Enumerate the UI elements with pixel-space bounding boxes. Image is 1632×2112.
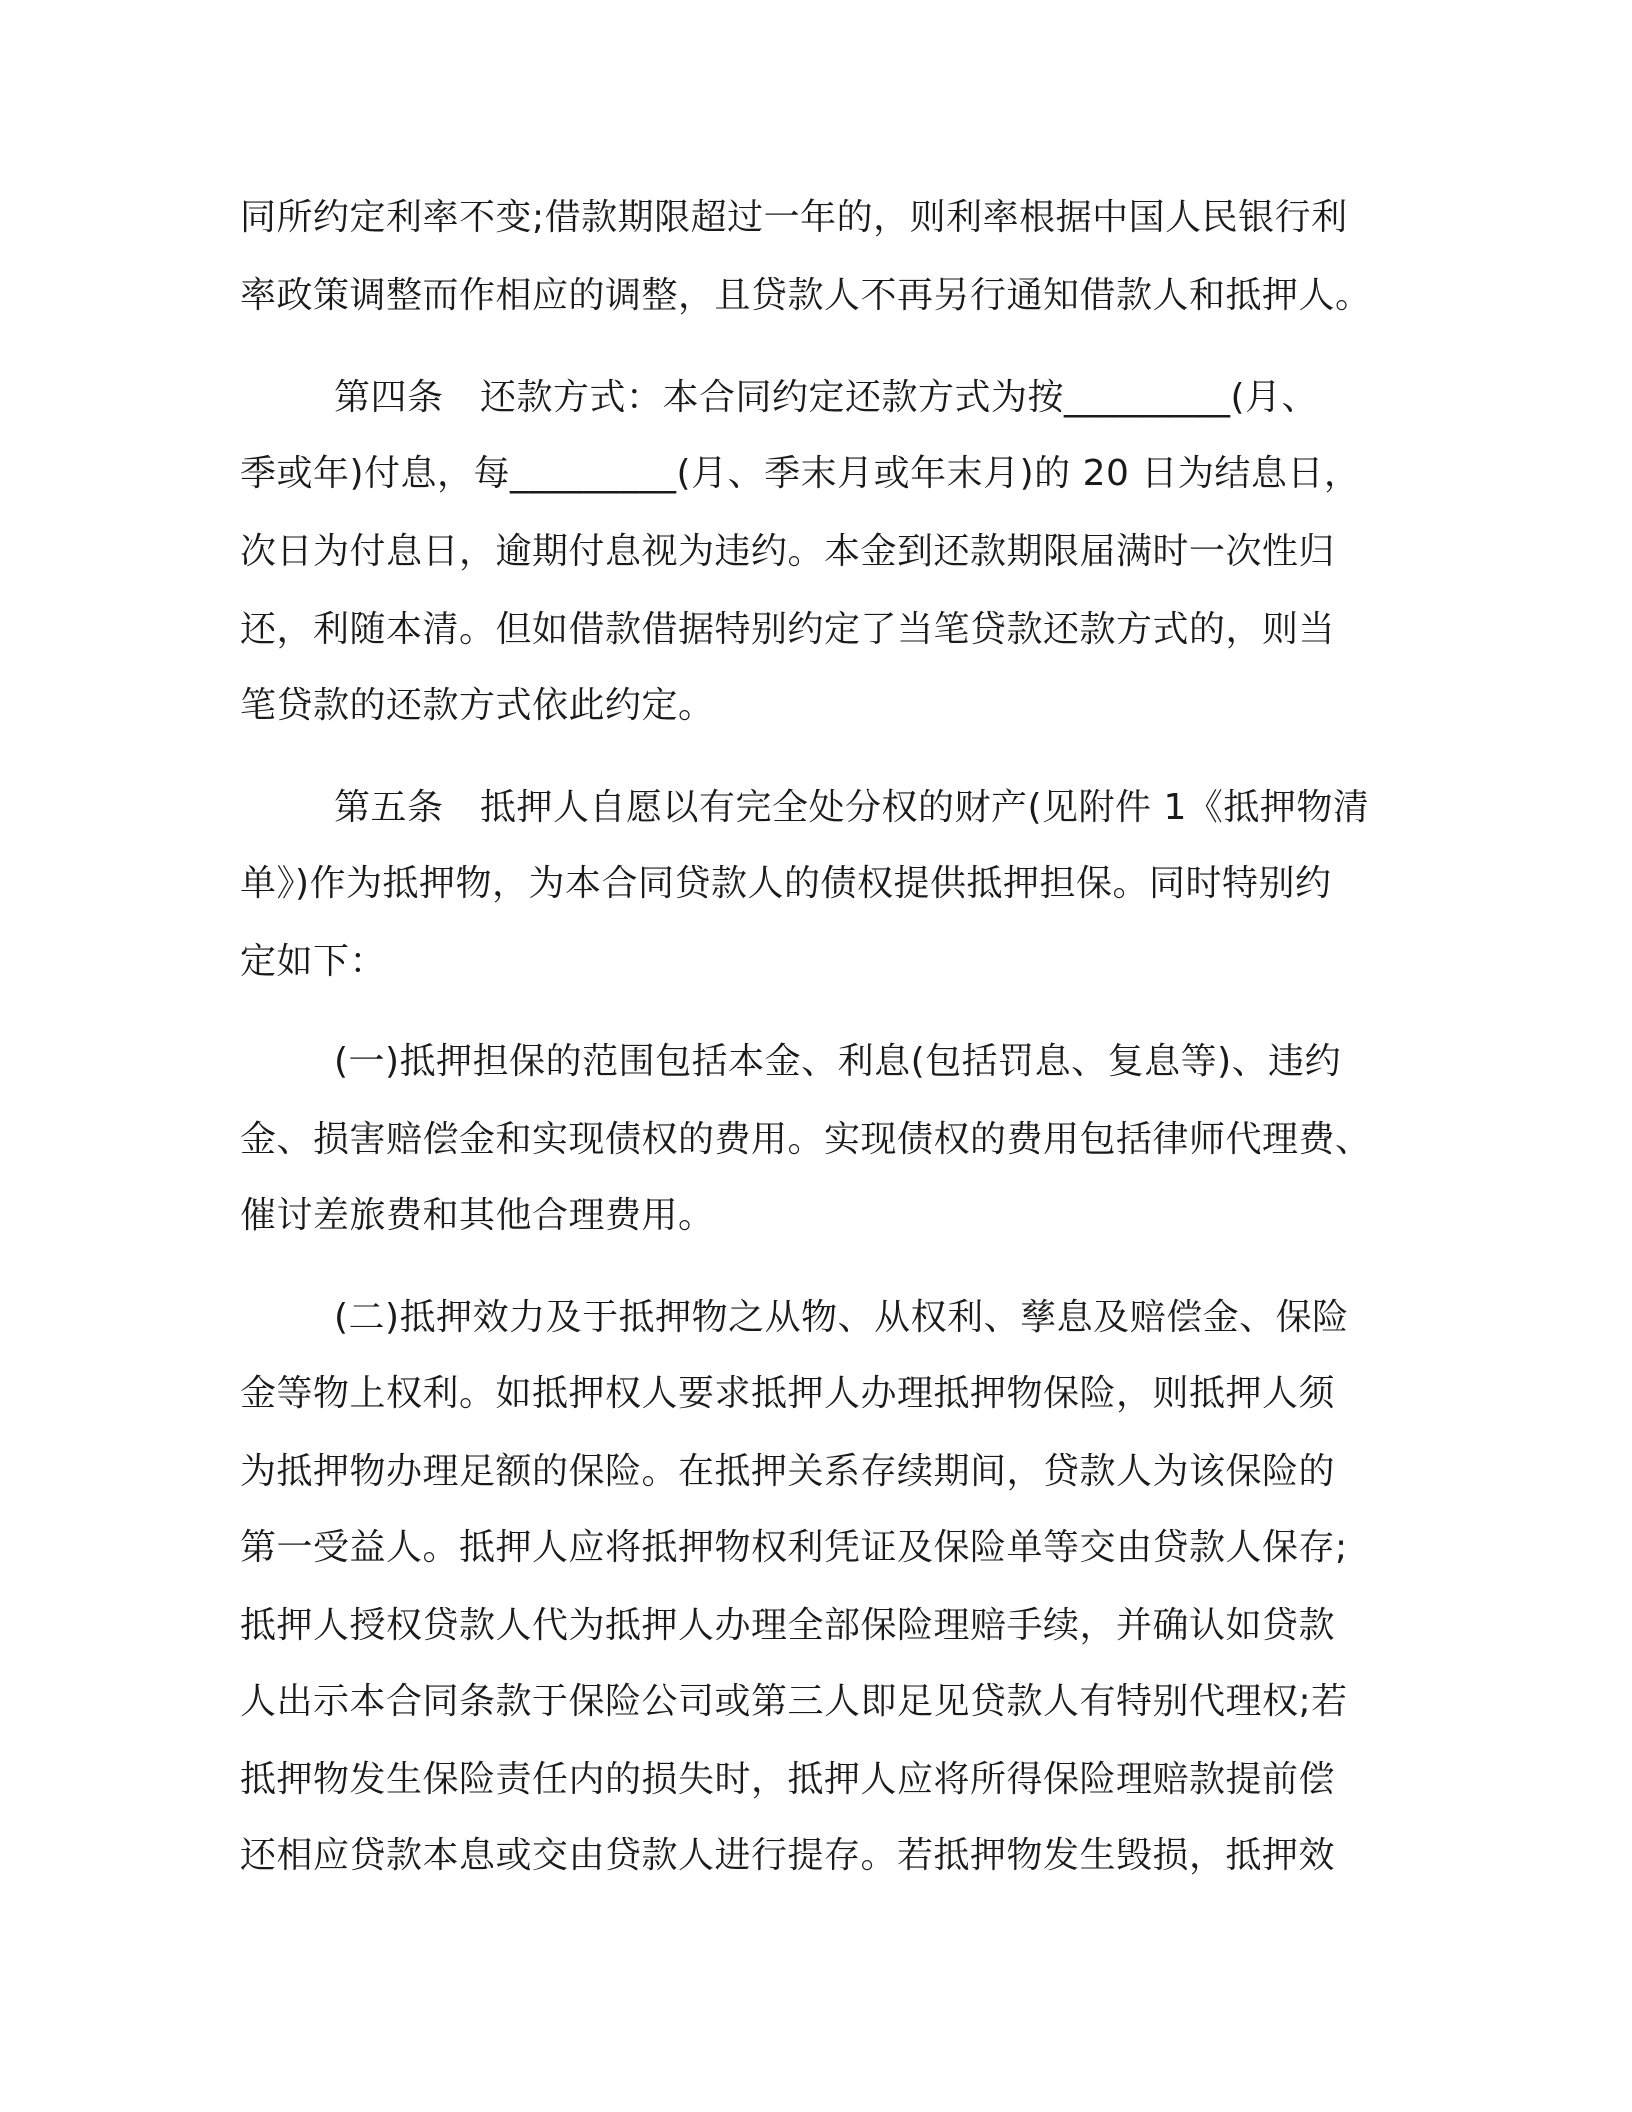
clause-1-heading-line: (一)抵押担保的范围包括本金、利息(包括罚息、复息等)、违约	[334, 1041, 1342, 1082]
text-line: 率政策调整而作相应的调整，且贷款人不再另行通知借款人和抵押人。	[240, 275, 1372, 316]
text-line: 第一受益人。抵押人应将抵押物权利凭证及保险单等交由贷款人保存;	[240, 1527, 1348, 1568]
text-line: 抵押人授权贷款人代为抵押人办理全部保险理赔手续，并确认如贷款	[240, 1605, 1336, 1646]
text-line: 同所约定利率不变;借款期限超过一年的，则利率根据中国人民银行利	[240, 197, 1348, 238]
clause-2-heading-line: (二)抵押效力及于抵押物之从物、从权利、孳息及赔偿金、保险	[334, 1297, 1349, 1338]
text-line: 金等物上权利。如抵押权人要求抵押人办理抵押物保险，则抵押人须	[240, 1373, 1336, 1414]
article-4-heading-line: 第四条 还款方式：本合同约定还款方式为按_________(月、	[334, 377, 1319, 418]
text-line: 为抵押物办理足额的保险。在抵押关系存续期间，贷款人为该保险的	[240, 1451, 1336, 1492]
text-line: 还，利随本清。但如借款借据特别约定了当笔贷款还款方式的，则当	[240, 609, 1336, 650]
text-line: 还相应贷款本息或交由贷款人进行提存。若抵押物发生毁损，抵押效	[240, 1835, 1336, 1876]
text-line: 人出示本合同条款于保险公司或第三人即足见贷款人有特别代理权;若	[240, 1681, 1348, 1722]
article-5-heading-line: 第五条 抵押人自愿以有完全处分权的财产(见附件 1《抵押物清	[334, 787, 1370, 828]
text-line: 金、损害赔偿金和实现债权的费用。实现债权的费用包括律师代理费、	[240, 1119, 1372, 1160]
text-line: 笔贷款的还款方式依此约定。	[240, 685, 715, 726]
text-line: 定如下：	[240, 941, 387, 982]
text-line: 单》)作为抵押物，为本合同贷款人的债权提供抵押担保。同时特别约	[240, 863, 1332, 904]
text-line: 催讨差旅费和其他合理费用。	[240, 1195, 715, 1236]
text-line: 季或年)付息，每_________(月、季末月或年末月)的 20 日为结息日，	[240, 453, 1361, 494]
text-line: 抵押物发生保险责任内的损失时，抵押人应将所得保险理赔款提前偿	[240, 1759, 1336, 1800]
text-line: 次日为付息日，逾期付息视为违约。本金到还款期限届满时一次性归	[240, 531, 1336, 572]
